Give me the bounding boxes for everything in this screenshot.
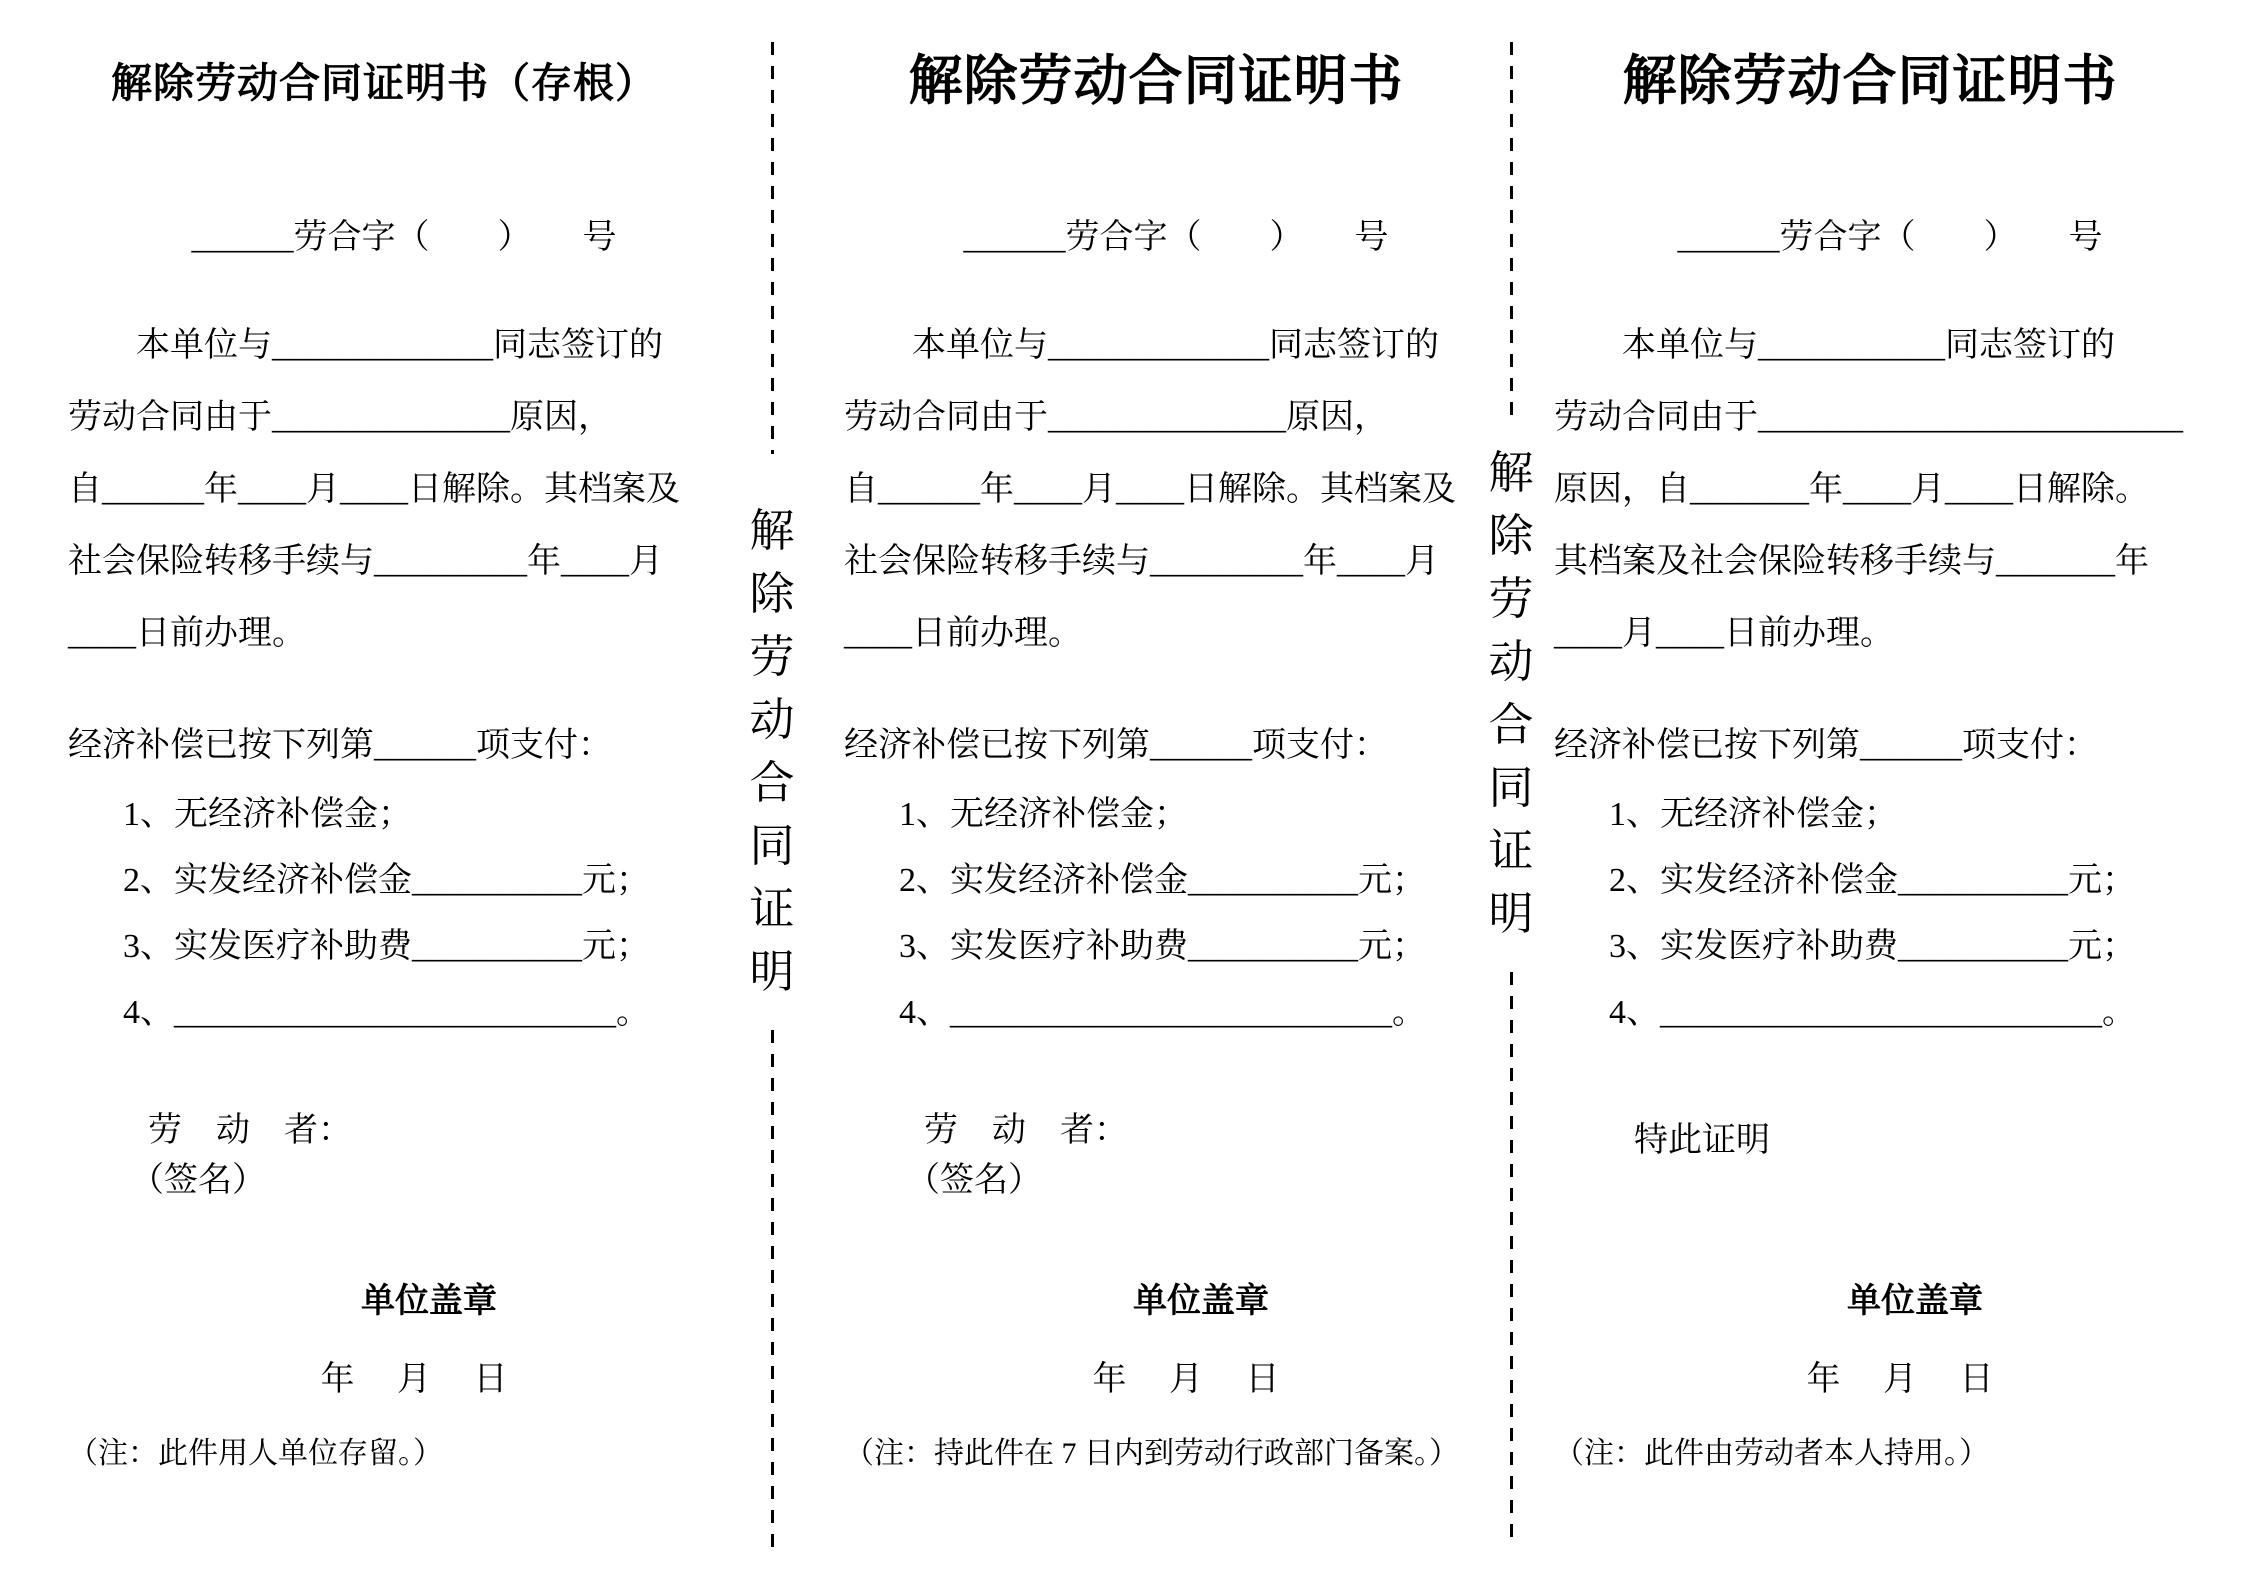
cut-dash-line [1510, 42, 1513, 420]
form-title: 解除劳动合同证明书 [1622, 51, 2118, 111]
worker-label: 劳 动 者： [924, 1112, 1128, 1149]
body-paragraphs [844, 310, 1468, 670]
payment-option: 1、无经济补偿金； [1609, 796, 1898, 833]
payment-option: 3、实发医疗补助费__________元； [1609, 928, 2136, 965]
body-paragraph: ____月____日前办理。 [1554, 615, 1894, 652]
cut-dash-line [1510, 972, 1513, 1547]
seal-label: 单位盖章 [361, 1283, 497, 1320]
footnote: （注：此件用人单位存留。） [68, 1437, 443, 1470]
payment-option: 3、实发医疗补助费__________元； [899, 928, 1426, 965]
divider-vertical-label: 解除劳动合同证明 [749, 506, 795, 997]
body-paragraph: 劳动合同由于_________________________ [1554, 399, 2183, 436]
payment-option: 4、__________________________。 [1609, 994, 2136, 1031]
payment-option: 2、实发经济补偿金__________元； [123, 862, 650, 899]
cut-dash-line [771, 1030, 774, 1547]
cut-divider [1468, 0, 1554, 1587]
form-copy-stub [68, 0, 700, 1587]
payment-option: 4、__________________________。 [123, 994, 650, 1031]
payment-option: 1、无经济补偿金； [123, 796, 412, 833]
form-title: 解除劳动合同证明书（存根） [111, 60, 657, 106]
footnote: （注：持此件在 7 日内到劳动行政部门备案。） [844, 1437, 1459, 1470]
body-paragraphs [1554, 310, 2186, 670]
body-paragraph: 其档案及社会保险转移手续与_______年 [1554, 543, 2149, 580]
cut-dash-line [771, 42, 774, 454]
form-title: 解除劳动合同证明书 [908, 51, 1404, 111]
seal-label: 单位盖章 [1847, 1283, 1983, 1320]
body-paragraph: 劳动合同由于______________原因， [68, 399, 612, 436]
date-line: 年 月 日 [320, 1361, 508, 1398]
payment-option: 3、实发医疗补助费__________元； [123, 928, 650, 965]
closing-statement: 特此证明 [1634, 1122, 1770, 1159]
seal-label: 单位盖章 [1133, 1283, 1269, 1320]
body-paragraph: 社会保险转移手续与_________年____月 [844, 543, 1439, 580]
payment-option: 1、无经济补偿金； [899, 796, 1188, 833]
body-paragraph: 本单位与_____________同志签订的 [136, 327, 663, 364]
divider-vertical-label: 解除劳动合同证明 [1488, 448, 1534, 939]
ref-number-line: ______劳合字（ ） 号 [1677, 219, 2103, 256]
signature-label: （签名） [906, 1162, 1042, 1199]
body-paragraph: 本单位与_____________同志签订的 [912, 327, 1439, 364]
form-copy-record [844, 0, 1468, 1587]
body-paragraph: 自______年____月____日解除。其档案及 [68, 471, 680, 508]
body-paragraph: 自______年____月____日解除。其档案及 [844, 471, 1456, 508]
body-paragraph: 社会保险转移手续与_________年____月 [68, 543, 663, 580]
worker-label: 劳 动 者： [148, 1112, 352, 1149]
body-paragraph: 原因，自_______年____月____日解除。 [1554, 471, 2149, 508]
ref-number-line: ______劳合字（ ） 号 [191, 219, 617, 256]
payment-option: 4、__________________________。 [899, 994, 1426, 1031]
date-line: 年 月 日 [1092, 1361, 1280, 1398]
footnote: （注：此件由劳动者本人持用。） [1554, 1437, 1989, 1470]
payment-intro: 经济补偿已按下列第______项支付： [1554, 727, 2098, 764]
ref-number-line: ______劳合字（ ） 号 [963, 219, 1389, 256]
signature-label: （签名） [130, 1162, 266, 1199]
payment-option: 2、实发经济补偿金__________元； [1609, 862, 2136, 899]
form-copy-employee [1554, 0, 2186, 1587]
body-paragraph: ____日前办理。 [68, 615, 306, 652]
payment-intro: 经济补偿已按下列第______项支付： [844, 727, 1388, 764]
payment-intro: 经济补偿已按下列第______项支付： [68, 727, 612, 764]
body-paragraphs [68, 310, 700, 670]
payment-option: 2、实发经济补偿金__________元； [899, 862, 1426, 899]
body-paragraph: 本单位与___________同志签订的 [1622, 327, 2115, 364]
cut-divider [700, 0, 844, 1587]
date-line: 年 月 日 [1806, 1361, 1994, 1398]
body-paragraph: 劳动合同由于______________原因， [844, 399, 1388, 436]
body-paragraph: ____日前办理。 [844, 615, 1082, 652]
